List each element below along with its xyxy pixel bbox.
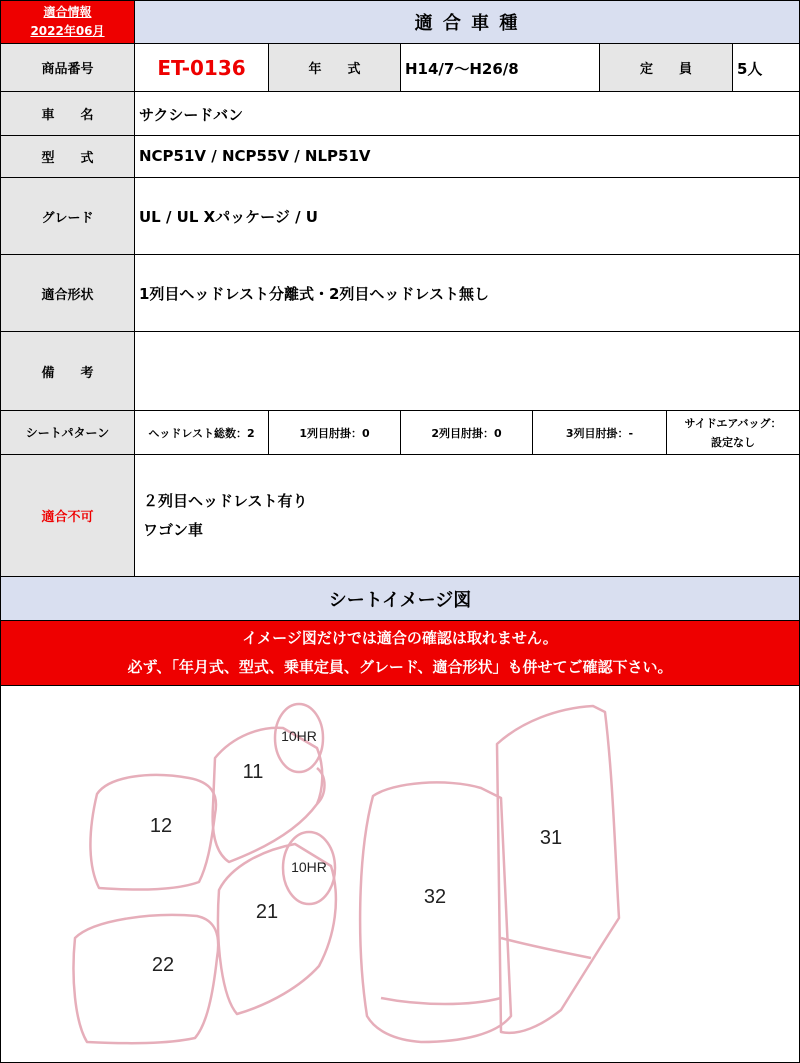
- seat-part-22: [74, 915, 219, 1043]
- page-title-text: 適 合 車 種: [414, 13, 520, 34]
- product-code-value: ET-0136: [134, 43, 269, 92]
- badge-title: 適合情報: [43, 5, 92, 19]
- year-value: H14/7〜H26/8: [400, 43, 600, 92]
- label-12: 12: [149, 815, 173, 837]
- seat-part-31: [497, 706, 619, 1033]
- row1-armrest: 1列目肘掛：0: [268, 410, 401, 455]
- seat-image-title-text: シートイメージ図: [328, 589, 472, 611]
- notes-value: [134, 331, 800, 411]
- info-badge: [0, 0, 135, 44]
- model-value: NCP51V / NCP55V / NLP51V: [134, 135, 800, 178]
- grade-label: グレード: [0, 177, 135, 255]
- side-airbag-value: 設定なし: [711, 435, 755, 449]
- incompatible-item-1: ２列目ヘッドレスト有り: [143, 491, 308, 510]
- badge-date: 2022年06月: [30, 24, 105, 38]
- grade-value: UL / UL Xパッケージ / U: [134, 177, 800, 255]
- row3-armrest: 3列目肘掛：-: [532, 410, 667, 455]
- notes-label: 備 考: [0, 331, 135, 411]
- warning-line-2: 必ず、「年月式、型式、乗車定員、グレード、適合形状」も併せてご確認下さい。: [127, 658, 673, 676]
- page-title: [134, 0, 800, 44]
- label-hr-2: 10HR: [291, 859, 327, 875]
- incompatible-value: [134, 454, 800, 577]
- shape-value: 1列目ヘッドレスト分離式・2列目ヘッドレスト無し: [134, 254, 800, 332]
- year-label: 年 式: [268, 43, 401, 92]
- headrest-total: ヘッドレスト総数：2: [134, 410, 269, 455]
- label-32: 32: [423, 886, 447, 908]
- label-hr-1: 10HR: [281, 728, 317, 744]
- side-airbag: [666, 410, 800, 455]
- warning-banner: [0, 620, 800, 686]
- incompatible-item-2: ワゴン車: [143, 520, 204, 539]
- product-code-label: 商品番号: [0, 43, 135, 92]
- car-name-label: 車 名: [0, 91, 135, 136]
- shape-label: 適合形状: [0, 254, 135, 332]
- model-label: 型 式: [0, 135, 135, 178]
- label-22: 22: [151, 954, 175, 976]
- seat-pattern-label: シートパターン: [0, 410, 135, 455]
- label-11: 11: [242, 761, 264, 783]
- side-airbag-label: サイドエアバッグ：: [684, 416, 782, 430]
- capacity-label: 定 員: [599, 43, 733, 92]
- label-21: 21: [255, 901, 279, 923]
- label-31: 31: [539, 827, 563, 849]
- row2-armrest: 2列目肘掛：0: [400, 410, 533, 455]
- seat-part-11: [213, 728, 323, 862]
- seat-diagram-svg: [1, 686, 799, 1062]
- seat-diagram: [0, 685, 800, 1063]
- incompatible-label: 適合不可: [0, 454, 135, 577]
- warning-line-1: イメージ図だけでは適合の確認は取れません。: [242, 629, 558, 647]
- car-name-value: サクシードバン: [134, 91, 800, 136]
- seat-image-title: [0, 576, 800, 621]
- capacity-value: 5人: [732, 43, 800, 92]
